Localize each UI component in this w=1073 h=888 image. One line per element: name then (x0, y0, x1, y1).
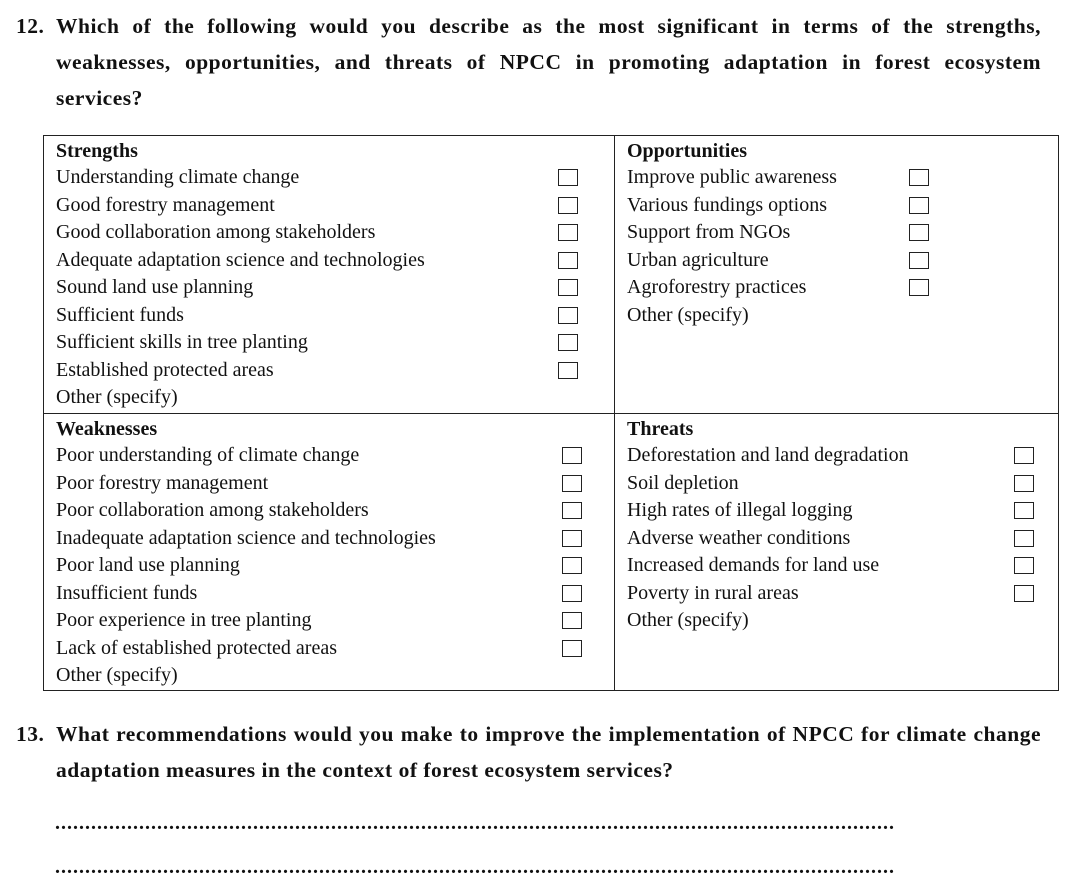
checklist-item (56, 552, 614, 580)
checkbox[interactable] (1014, 475, 1034, 492)
other-specify: Other (specify) (627, 303, 749, 326)
item-label: Adverse weather conditions (627, 526, 851, 549)
checklist-item (56, 164, 614, 192)
threats-cell (615, 414, 1059, 691)
checklist-item (56, 357, 614, 385)
checklist-item (56, 497, 614, 525)
item-label: Sufficient funds (56, 303, 184, 326)
checkbox[interactable] (558, 252, 578, 269)
other-specify: Other (specify) (627, 609, 749, 631)
checkbox[interactable] (562, 447, 582, 464)
strengths-title: Strengths (56, 140, 138, 162)
item-label: Improve public awareness (627, 166, 837, 188)
item-label: Poor understanding of climate change (56, 444, 360, 466)
checkbox[interactable] (909, 197, 929, 214)
checkbox[interactable] (562, 557, 582, 574)
question-text: Which of the following would you describe as the most significant in terms of the strengths, weaknesses, opportunities, and threats of NPCC in promoting adaptation in forest ecosystem services? (56, 14, 1041, 110)
checklist-item (627, 552, 1058, 580)
item-label: Poor land use planning (56, 554, 240, 576)
checkbox[interactable] (909, 169, 929, 186)
checklist-item (56, 525, 614, 553)
answer-line[interactable]: ............................................................................................................................................ (55, 857, 895, 877)
item-label: Increased demands for land use (627, 554, 880, 576)
weaknesses-cell (44, 414, 615, 691)
checklist-item (627, 274, 1058, 302)
checkbox[interactable] (1014, 502, 1034, 519)
checklist-item (56, 247, 614, 275)
item-label: Adequate adaptation science and technologies (56, 248, 425, 271)
checklist-item (56, 470, 614, 498)
strengths-cell (44, 136, 615, 414)
checkbox[interactable] (1014, 530, 1034, 547)
item-label: Insufficient funds (56, 581, 198, 604)
checklist-item (627, 192, 1058, 220)
checklist-item (627, 247, 1058, 275)
checkbox[interactable] (562, 475, 582, 492)
checklist-item (627, 164, 1058, 192)
item-label: Deforestation and land degradation (627, 444, 909, 466)
other-specify: Other (specify) (56, 664, 178, 686)
opportunities-title: Opportunities (627, 140, 748, 162)
checklist-item (56, 192, 614, 220)
item-label: Support from NGOs (627, 221, 791, 243)
item-label: Soil depletion (627, 471, 739, 494)
checklist-item (627, 219, 1058, 247)
checklist-item (627, 470, 1058, 498)
checklist-item (627, 525, 1058, 553)
checklist-item (627, 497, 1058, 525)
threats-title: Threats (627, 418, 694, 440)
checkbox[interactable] (1014, 585, 1034, 602)
checklist-item (56, 607, 614, 635)
checkbox[interactable] (558, 307, 578, 324)
checkbox[interactable] (558, 334, 578, 351)
item-label: Poor forestry management (56, 471, 269, 494)
checkbox[interactable] (558, 197, 578, 214)
checkbox[interactable] (1014, 447, 1034, 464)
checkbox[interactable] (909, 279, 929, 296)
checklist-item (56, 274, 614, 302)
item-label: Sound land use planning (56, 276, 254, 298)
checkbox[interactable] (562, 502, 582, 519)
checklist-item (56, 580, 614, 608)
item-label: High rates of illegal logging (627, 499, 853, 521)
checkbox[interactable] (558, 224, 578, 241)
checkbox[interactable] (909, 224, 929, 241)
checkbox[interactable] (558, 279, 578, 296)
question-13 (16, 716, 1041, 788)
question-12 (16, 8, 1041, 116)
weaknesses-title: Weaknesses (56, 418, 158, 440)
checklist-item (627, 580, 1058, 608)
checkbox[interactable] (562, 640, 582, 657)
item-label: Good forestry management (56, 193, 275, 216)
item-label: Poor experience in tree planting (56, 609, 312, 631)
question-number: 12. (16, 14, 45, 38)
opportunities-cell (615, 136, 1059, 414)
checklist-item (56, 219, 614, 247)
item-label: Agroforestry practices (627, 276, 807, 298)
checkbox[interactable] (558, 362, 578, 379)
item-label: Various fundings options (627, 193, 827, 216)
question-number: 13. (16, 722, 45, 746)
item-label: Sufficient skills in tree planting (56, 331, 308, 353)
item-label: Established protected areas (56, 358, 274, 381)
item-label: Poor collaboration among stakeholders (56, 499, 369, 521)
checkbox[interactable] (1014, 557, 1034, 574)
checklist-item (56, 442, 614, 470)
other-specify: Other (specify) (56, 386, 178, 408)
checkbox[interactable] (909, 252, 929, 269)
checklist-item (56, 635, 614, 663)
item-label: Urban agriculture (627, 248, 769, 271)
checkbox[interactable] (558, 169, 578, 186)
checklist-item (56, 329, 614, 357)
item-label: Poverty in rural areas (627, 581, 799, 604)
item-label: Inadequate adaptation science and technologies (56, 526, 436, 549)
checkbox[interactable] (562, 612, 582, 629)
answer-line[interactable]: ............................................................................................................................................ (55, 813, 895, 833)
item-label: Understanding climate change (56, 166, 300, 188)
item-label: Good collaboration among stakeholders (56, 221, 376, 243)
item-label: Lack of established protected areas (56, 636, 337, 659)
checklist-item (627, 442, 1058, 470)
checklist-item (56, 302, 614, 330)
checkbox[interactable] (562, 585, 582, 602)
checkbox[interactable] (562, 530, 582, 547)
question-text: What recommendations would you make to improve the implementation of NPCC for climate change adaptation measures in the context of forest ecosystem services? (56, 722, 1041, 782)
swot-table (43, 135, 1059, 691)
